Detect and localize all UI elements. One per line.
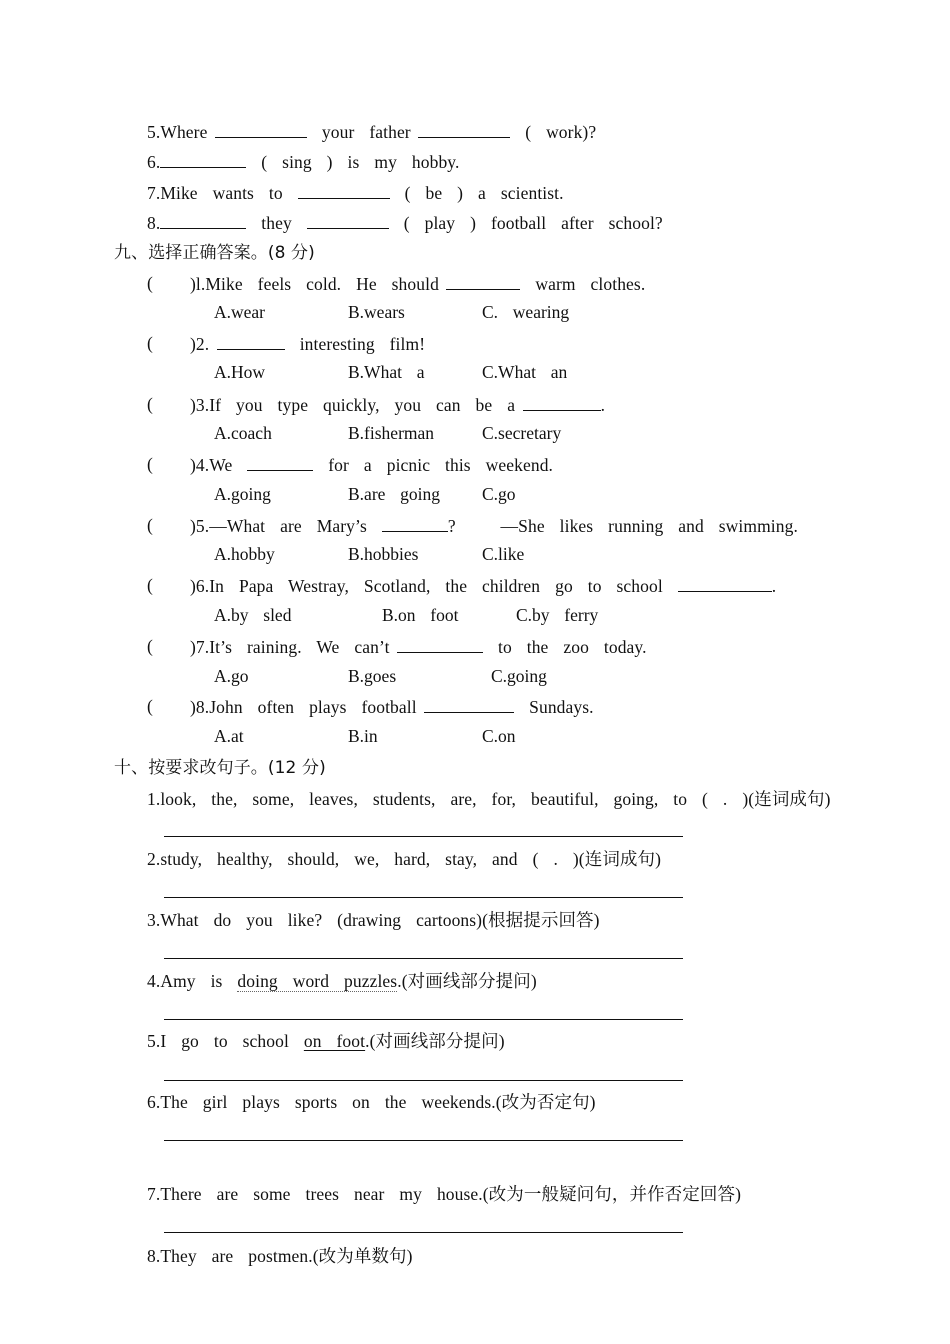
option-c[interactable]: C.go: [482, 484, 516, 504]
rewrite-question-3: 3.What do you like? (drawing cartoons)(根据提示回答): [147, 910, 600, 930]
underlined-phrase: doing word puzzles: [237, 971, 398, 991]
answer-line[interactable]: [164, 836, 683, 837]
option-a[interactable]: A.wear: [214, 302, 266, 322]
option-a[interactable]: A.hobby: [214, 544, 275, 564]
mc-question-7: )7.It’s raining. We can’t to the zoo today.: [190, 637, 647, 657]
option-b[interactable]: B.fisherman: [348, 423, 435, 443]
answer-paren[interactable]: (: [147, 636, 153, 656]
answer-line[interactable]: [164, 1080, 683, 1081]
answer-paren[interactable]: (: [147, 515, 153, 535]
answer-line[interactable]: [164, 1019, 683, 1020]
answer-blank: [523, 393, 601, 411]
option-a[interactable]: A.coach: [214, 423, 272, 443]
answer-blank[interactable]: [160, 211, 246, 229]
fill-item-5: 5.Where your father ( work)?: [147, 122, 597, 142]
section-10-title: 十、按要求改句子。(12 分): [114, 758, 326, 778]
answer-line[interactable]: [164, 1232, 683, 1233]
rewrite-question-5: 5.I go to school on foot.(对画线部分提问): [147, 1031, 505, 1051]
answer-blank: [424, 695, 514, 713]
section-9-title: 九、选择正确答案。(8 分): [114, 243, 315, 263]
option-c[interactable]: C.by ferry: [516, 605, 599, 625]
option-c[interactable]: C.secretary: [482, 423, 562, 443]
answer-paren[interactable]: (: [147, 696, 153, 716]
option-a[interactable]: A.at: [214, 726, 244, 746]
option-b[interactable]: B.wears: [348, 302, 405, 322]
option-a[interactable]: A.by sled: [214, 605, 292, 625]
option-c[interactable]: C.like: [482, 544, 525, 564]
answer-blank: [217, 332, 285, 350]
option-c[interactable]: C. wearing: [482, 302, 570, 322]
rewrite-question-2: 2.study, healthy, should, we, hard, stay, and ( . )(连词成句): [147, 849, 662, 869]
option-a[interactable]: A.How: [214, 362, 266, 382]
answer-line[interactable]: [164, 958, 683, 959]
answer-blank[interactable]: [215, 120, 307, 138]
answer-blank: [397, 635, 483, 653]
answer-blank[interactable]: [160, 150, 246, 168]
rewrite-question-1: 1.look, the, some, leaves, students, are, for, beautiful, going, to ( . )(连词成句): [147, 789, 831, 809]
mc-question-6: )6.In Papa Westray, Scotland, the children go to school .: [190, 576, 777, 596]
option-b[interactable]: B.in: [348, 726, 378, 746]
underlined-phrase: on foot: [303, 1031, 366, 1051]
rewrite-question-7: 7.There are some trees near my house.(改为一般疑问句，并作否定回答): [147, 1184, 741, 1204]
mc-question-4: )4.We for a picnic this weekend.: [190, 455, 554, 475]
option-c[interactable]: C.on: [482, 726, 516, 746]
answer-line[interactable]: [164, 897, 683, 898]
mc-question-5: )5.—What are Mary’s ? —She likes running and swimming.: [190, 516, 798, 536]
option-c[interactable]: C.What an: [482, 362, 568, 382]
answer-blank: [678, 574, 772, 592]
rewrite-question-4: 4.Amy is doing word puzzles.(对画线部分提问): [147, 971, 537, 991]
answer-blank: [446, 272, 520, 290]
answer-paren[interactable]: (: [147, 394, 153, 414]
answer-blank[interactable]: [418, 120, 510, 138]
rewrite-question-8: 8.They are postmen.(改为单数句): [147, 1246, 413, 1266]
answer-line[interactable]: [164, 1140, 683, 1141]
fill-item-7: 7.Mike wants to ( be ) a scientist.: [147, 183, 564, 203]
fill-item-8: 8. they ( play ) football after school?: [147, 213, 663, 233]
answer-blank: [382, 514, 448, 532]
answer-paren[interactable]: (: [147, 454, 153, 474]
mc-question-1: )l.Mike feels cold. He should warm clothes.: [190, 274, 646, 294]
rewrite-question-6: 6.The girl plays sports on the weekends.(改为否定句): [147, 1092, 596, 1112]
option-b[interactable]: B.What a: [348, 362, 425, 382]
option-c[interactable]: C.going: [491, 666, 547, 686]
option-b[interactable]: B.on foot: [382, 605, 459, 625]
answer-blank: [247, 453, 313, 471]
mc-question-3: )3.If you type quickly, you can be a .: [190, 395, 606, 415]
answer-paren[interactable]: (: [147, 273, 153, 293]
option-b[interactable]: B.are going: [348, 484, 441, 504]
option-b[interactable]: B.hobbies: [348, 544, 419, 564]
option-b[interactable]: B.goes: [348, 666, 397, 686]
answer-blank[interactable]: [298, 181, 390, 199]
fill-item-6: 6. ( sing ) is my hobby.: [147, 152, 460, 172]
mc-question-8: )8.John often plays football Sundays.: [190, 697, 594, 717]
option-a[interactable]: A.go: [214, 666, 249, 686]
answer-paren[interactable]: (: [147, 575, 153, 595]
answer-paren[interactable]: (: [147, 333, 153, 353]
option-a[interactable]: A.going: [214, 484, 271, 504]
answer-blank[interactable]: [307, 211, 389, 229]
mc-question-2: )2. interesting film!: [190, 334, 426, 354]
